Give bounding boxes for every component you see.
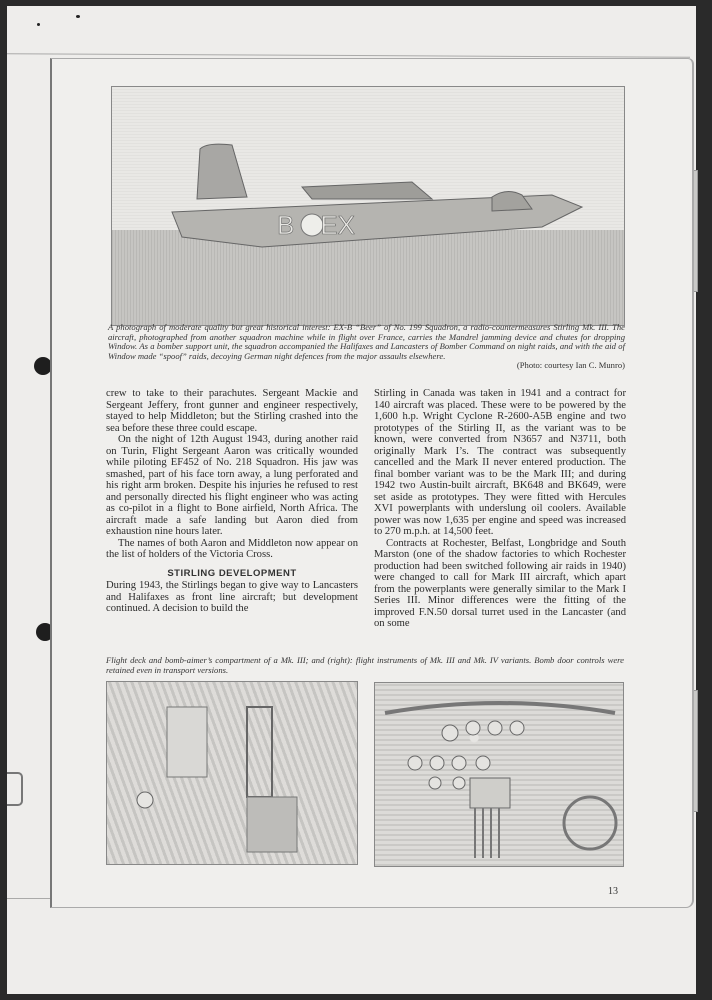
top-photo-caption xyxy=(108,323,625,371)
section-heading: STIRLING DEVELOPMENT xyxy=(167,567,297,579)
binder-clip-mark xyxy=(7,772,23,806)
top-caption-text: A photograph of moderate quality but great historical interest: EX-B “Beer” of No. 199 Squadron, a radio-countermeasures Stirling Mk. III. The aircraft, photographed from another squadron machine while in flight over France, carries the Mandrel jamming device and chutes for dropping Window. As a bomber support unit, the squadron accompanied the Halifaxes and Lancasters of Bomber Command on night raids, and with the aid of Window made “spoof” raids, decoying German night defences from the major assaults elsewhere. xyxy=(108,322,625,361)
paragraph: Contracts at Rochester, Belfast, Longbridge and South Marston (one of the shadow factories to which Rochester production had been switched following air raids in 1940) were changed to call for Mark III aircraft, which apart from the powerplants were generally similar to the Mark I Series III. Minor differences were the fitting of the improved F.N.50 dorsal turret used in the Lancaster (and on some xyxy=(374,537,626,629)
flight-deck-photo xyxy=(106,681,358,865)
paragraph: During 1943, the Stirlings began to give way to Lancasters and Halifaxes as front line aircraft; but development continued. A decision to build the xyxy=(106,580,358,614)
paragraph: crew to take to their parachutes. Sergeant Mackie and Sergeant Jeffery, front gunner and engineer respectively, stayed to help Middleton; but the Stirling crashed into the sea before these three could escape. xyxy=(106,388,358,434)
aircraft-code: B EX xyxy=(277,210,356,240)
speck xyxy=(37,23,40,26)
instrument-panel-photo xyxy=(374,682,624,867)
left-text-column xyxy=(106,388,358,615)
paragraph: On the night of 12th August 1943, during another raid on Turin, Flight Sergeant Aaron was critically wounded while piloting EF452 of No. 218 Squadron. His jaw was smashed, part of his face torn away, a lung perforated and his right arm broken. Despite his injuries he refused to rest and personally directed his flight engineer who was acting as co-pilot in a flight to Bone airfield, North Africa. The aircraft made a safe landing but Aaron died from exhaustion nine hours later. xyxy=(106,434,358,537)
page-number: 13 xyxy=(608,886,618,897)
right-text-column xyxy=(374,388,626,630)
speck xyxy=(76,15,80,18)
paragraph: The names of both Aaron and Middleton now appear on the list of holders of the Victoria Cross. xyxy=(106,537,358,560)
flight-deck-illustration xyxy=(107,682,357,864)
photo-credit: (Photo: courtesy Ian C. Munro) xyxy=(516,360,625,371)
bottom-photos-caption: Flight deck and bomb-aimer’s compartment of a Mk. III; and (right): flight instruments of Mk. III and Mk. IV variants. Bomb door controls were retained even in transport versions. xyxy=(106,655,624,675)
instrument-panel-illustration xyxy=(375,683,623,866)
paragraph: Stirling in Canada was taken in 1941 and a contract for 140 aircraft was placed. These were to be powered by the 1,600 h.p. Wright Cyclone R-2600-A5B engine and two prototypes of the Stirling II, as the variant was to be known, were converted from N3657 and N3711, both originally Mark I’s. The contract was subsequently cancelled and the Mark II never entered production. The final bomber variant was to be the Mark III; and during 1942 two Austin-built aircraft, BK648 and BK649, were set aside as prototypes. They were fitted with Hercules XVI powerplants with underslung oil coolers. Available power was now 1,635 per engine and speed was increased to 270 m.p.h. at 14,500 feet. xyxy=(374,388,626,537)
aircraft-photo xyxy=(111,86,625,326)
stirling-aircraft-illustration xyxy=(112,87,624,325)
